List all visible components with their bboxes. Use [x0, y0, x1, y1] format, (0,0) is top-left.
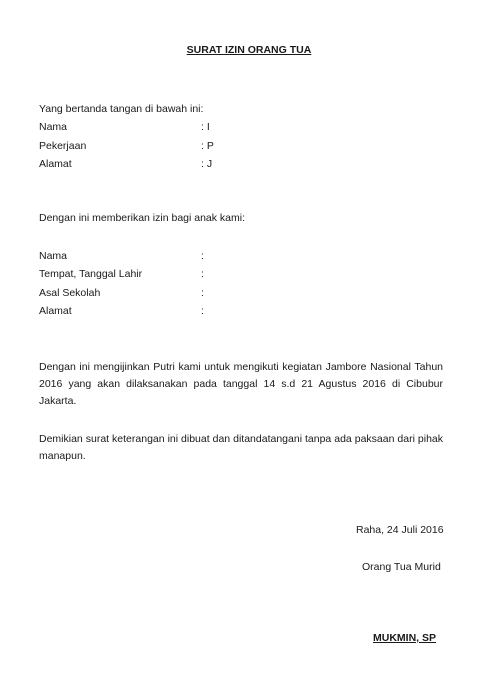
closing-paragraph: Demikian surat keterangan ini dibuat dan ditandatangani tanpa ada paksaan dari pihak manapun. — [39, 433, 443, 462]
child-school-colon: : — [201, 287, 204, 299]
parent-job-label: Pekerjaan — [39, 140, 87, 152]
child-birth-colon: : — [201, 268, 204, 280]
child-address-colon: : — [201, 305, 204, 317]
child-intro-text: Dengan ini memberikan izin bagi anak kami: — [39, 212, 246, 224]
child-birth-label: Tempat, Tanggal Lahir — [39, 268, 143, 280]
parent-address-value: : J — [201, 158, 213, 170]
child-school-label: Asal Sekolah — [39, 287, 101, 299]
child-name-label: Nama — [39, 250, 68, 262]
parent-name-value: : I — [201, 121, 210, 133]
intro-text: Yang bertanda tangan di bawah ini: — [39, 103, 204, 115]
child-name-colon: : — [201, 250, 204, 262]
signature-name: MUKMIN, SP — [373, 632, 436, 644]
child-address-label: Alamat — [39, 305, 72, 317]
parent-job-value: : P — [201, 140, 214, 152]
letter-title: SURAT IZIN ORANG TUA — [186, 44, 312, 56]
parent-name-label: Nama — [39, 121, 68, 133]
signature-place-date: Raha, 24 Juli 2016 — [356, 524, 444, 536]
signature-role: Orang Tua Murid — [362, 561, 441, 573]
permission-paragraph: Dengan ini mengijinkan Putri kami untuk mengikuti kegiatan Jambore Nasional Tahun 2016 yang akan dilaksanakan pada tanggal 14 s.d 21 Agustus 2016 di Cibubur Jakarta. — [39, 361, 443, 407]
parent-address-label: Alamat — [39, 158, 72, 170]
